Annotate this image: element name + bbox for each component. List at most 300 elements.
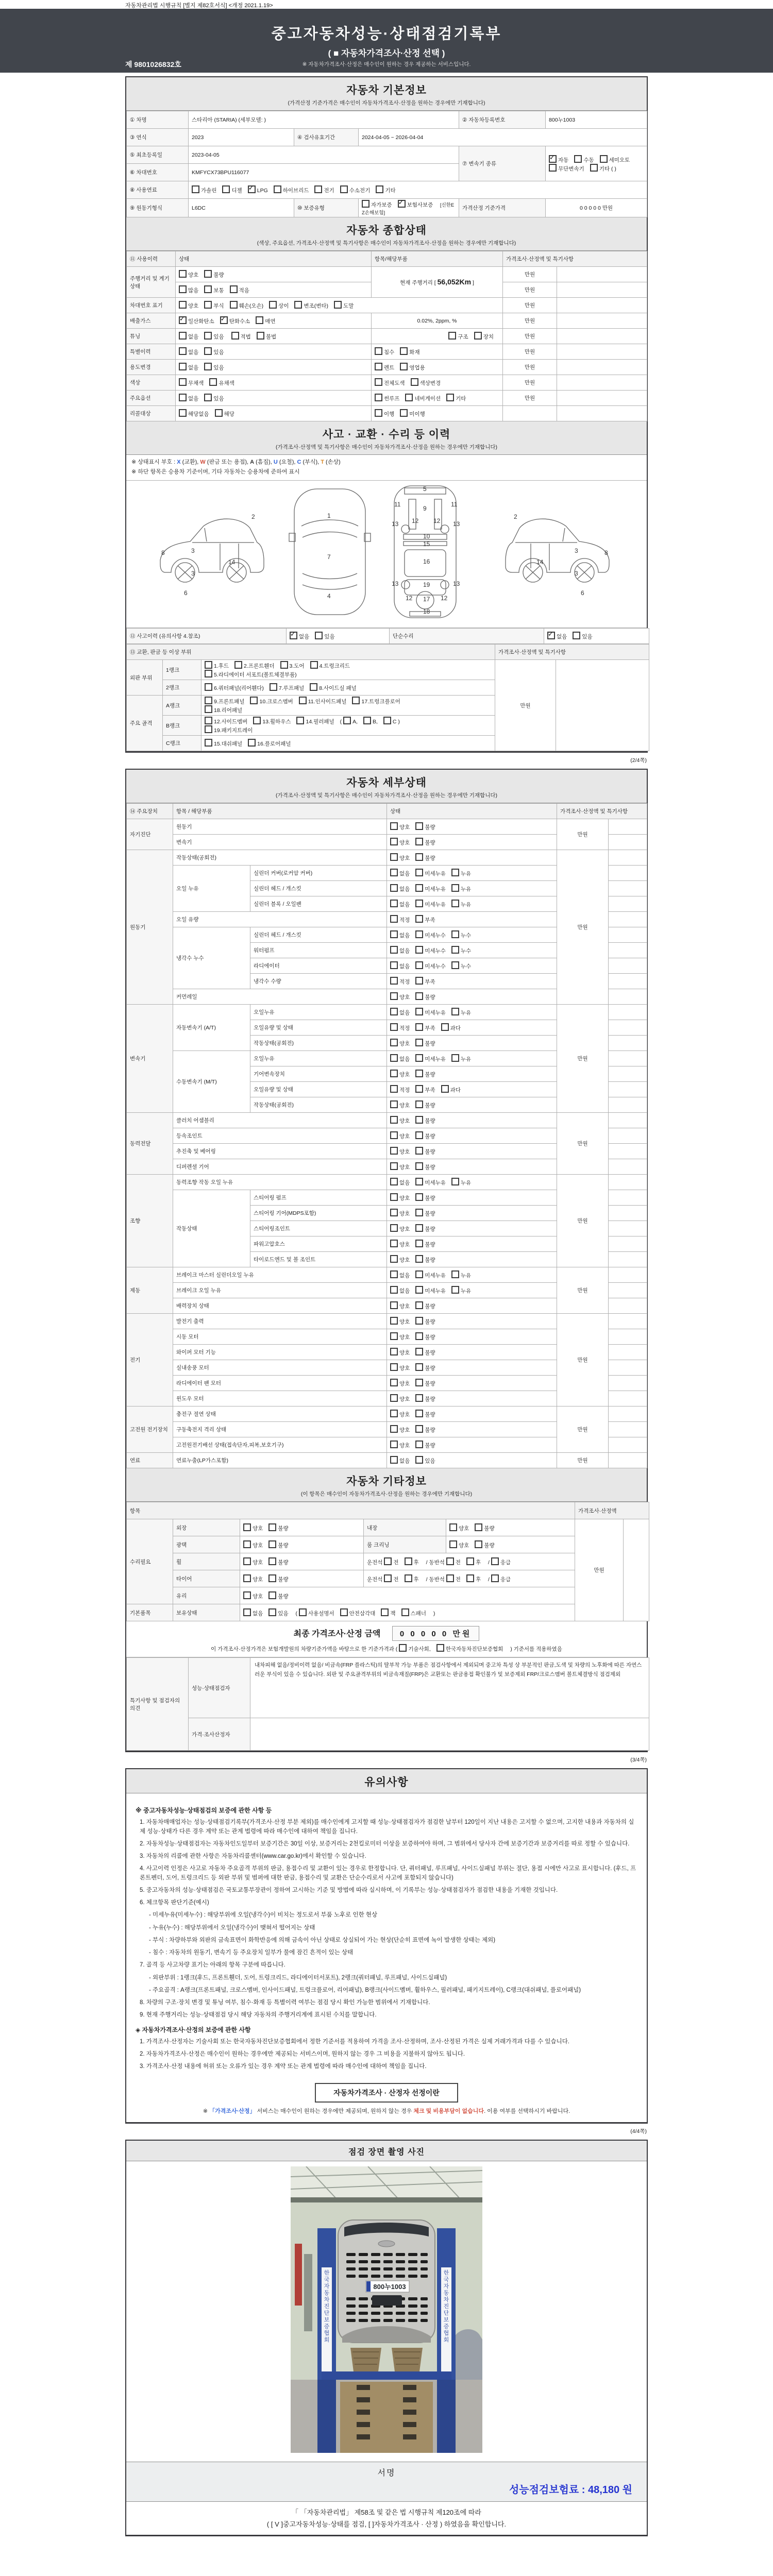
checkbox[interactable]	[390, 869, 398, 876]
checkbox[interactable]	[390, 1039, 398, 1046]
cell	[372, 329, 503, 344]
checkbox[interactable]	[415, 1363, 423, 1371]
text-run: W	[200, 459, 206, 465]
checkbox[interactable]	[390, 915, 398, 923]
option: 양호	[390, 1301, 410, 1310]
cell: 상태	[176, 251, 372, 267]
checkbox[interactable]	[268, 1523, 276, 1531]
checkbox[interactable]	[299, 1608, 307, 1616]
checkbox[interactable]	[390, 1224, 398, 1232]
cell: 원동기	[173, 819, 387, 835]
checkbox[interactable]	[390, 1193, 398, 1201]
option: C )	[383, 717, 400, 725]
option: 양호	[390, 1394, 410, 1403]
checkbox[interactable]	[415, 1379, 423, 1386]
checkbox[interactable]	[415, 1008, 423, 1015]
section-accident-history	[126, 421, 647, 455]
checkbox[interactable]	[390, 1332, 398, 1340]
checkbox[interactable]	[451, 1286, 459, 1294]
checkbox[interactable]	[362, 200, 369, 208]
cell: ⑪ 사용이력	[127, 251, 176, 267]
checkbox[interactable]	[363, 717, 371, 724]
checkbox[interactable]	[400, 409, 408, 417]
checkbox[interactable]	[390, 1348, 398, 1355]
checkbox[interactable]	[415, 1070, 423, 1077]
checkbox[interactable]	[243, 1540, 251, 1548]
checkbox[interactable]	[179, 301, 187, 309]
checkbox[interactable]	[451, 900, 459, 907]
checkbox[interactable]	[415, 1255, 423, 1263]
option: 가솔린	[192, 185, 216, 194]
page-marker-4: (4/4쪽)	[630, 2128, 647, 2135]
checkbox[interactable]	[415, 1116, 423, 1124]
text-run: ※	[203, 2108, 210, 2115]
checkbox-group-cell	[240, 1570, 364, 1587]
checkbox[interactable]	[390, 1270, 398, 1278]
checkbox[interactable]	[204, 270, 212, 278]
checkbox[interactable]	[415, 900, 423, 907]
checkbox[interactable]	[215, 409, 223, 417]
option: 누수	[451, 961, 471, 970]
checkbox[interactable]	[449, 1523, 457, 1531]
checkbox[interactable]	[415, 1332, 423, 1340]
checkbox[interactable]	[415, 946, 423, 954]
checkbox[interactable]	[390, 1147, 398, 1155]
checkbox[interactable]	[256, 316, 263, 324]
checkbox[interactable]	[390, 992, 398, 1000]
checkbox[interactable]	[390, 1286, 398, 1294]
checkbox[interactable]	[390, 884, 398, 892]
panel-number: 15	[423, 540, 430, 548]
checkbox-group-cell	[387, 819, 557, 835]
cell	[609, 1298, 647, 1314]
checkbox[interactable]	[250, 697, 258, 704]
checkbox[interactable]	[415, 1147, 423, 1155]
cell	[201, 696, 495, 716]
checkbox[interactable]	[436, 1644, 444, 1652]
checkbox[interactable]	[415, 853, 423, 861]
checkbox[interactable]	[390, 930, 398, 938]
option: 무채색	[179, 378, 204, 387]
checkbox[interactable]	[390, 1301, 398, 1309]
cell: 타이어	[173, 1570, 240, 1587]
option: 양호	[449, 1540, 469, 1549]
checkbox[interactable]	[390, 1070, 398, 1077]
checkbox[interactable]	[179, 332, 187, 340]
checkbox[interactable]	[179, 394, 187, 401]
checkbox[interactable]	[390, 1054, 398, 1062]
checkbox[interactable]	[415, 1085, 423, 1093]
checkbox[interactable]	[446, 1574, 454, 1582]
checkbox[interactable]	[415, 915, 423, 923]
checkbox[interactable]	[415, 1178, 423, 1185]
checkbox[interactable]	[451, 1178, 459, 1185]
panel-number: 18	[423, 608, 430, 616]
checkbox[interactable]	[415, 1317, 423, 1325]
cell: 용도변경	[127, 360, 176, 375]
checkbox[interactable]	[405, 1574, 412, 1582]
checkbox[interactable]	[449, 1540, 457, 1548]
checkbox[interactable]	[209, 378, 217, 386]
cell: 리콜대상	[127, 406, 176, 421]
checkbox[interactable]	[205, 725, 212, 733]
checkbox[interactable]	[390, 853, 398, 861]
checkbox[interactable]	[415, 822, 423, 830]
option: 있음	[204, 394, 224, 402]
checkbox[interactable]	[390, 1410, 398, 1417]
checkbox[interactable]	[384, 1557, 392, 1565]
checkbox[interactable]	[600, 155, 608, 163]
checkbox[interactable]	[340, 185, 348, 193]
checkbox[interactable]	[248, 739, 256, 747]
checkbox[interactable]	[475, 1523, 482, 1531]
checkbox[interactable]	[343, 717, 351, 724]
checkbox[interactable]	[253, 717, 261, 724]
checkbox[interactable]	[296, 717, 304, 724]
checkbox[interactable]	[230, 301, 238, 309]
checkbox[interactable]	[491, 1557, 499, 1565]
option: A,	[343, 717, 358, 725]
checkbox[interactable]	[451, 946, 459, 954]
option: 없음	[390, 1286, 410, 1295]
checkbox-checked[interactable]	[248, 185, 256, 193]
checkbox[interactable]	[230, 285, 238, 293]
text-run: (	[340, 719, 344, 725]
checkbox[interactable]	[411, 378, 418, 386]
option: 미세누수	[415, 930, 446, 939]
checkbox[interactable]	[270, 683, 277, 691]
cell-line	[205, 705, 492, 714]
checkbox[interactable]	[390, 1162, 398, 1170]
checkbox[interactable]	[401, 1608, 409, 1616]
checkbox[interactable]	[390, 977, 398, 985]
checkbox[interactable]	[205, 661, 212, 669]
cell: ④ 검사유효기간	[294, 129, 359, 146]
cell: 단순수리	[390, 629, 544, 644]
checkbox[interactable]	[375, 363, 382, 370]
text-run: ) 기준서를 적용하였음	[509, 1646, 562, 1653]
checkbox[interactable]	[204, 363, 212, 370]
option: 스패너	[401, 1608, 426, 1617]
checkbox[interactable]	[390, 1116, 398, 1124]
checkbox[interactable]	[234, 661, 242, 669]
car-diagram	[126, 481, 647, 628]
checkbox[interactable]	[491, 1574, 499, 1582]
notice-paragraph: 5. 중고자동차의 성능·상태점검은 국토교통부장관이 정하여 고시하는 기준 및 방법에 따라 실시하며, 이 기록부는 성능·상태점검자가 점검한 내용을 기재한 것입니다.	[140, 1887, 558, 1893]
cell	[557, 406, 647, 421]
checkbox[interactable]	[390, 1131, 398, 1139]
checkbox[interactable]	[274, 185, 281, 193]
checkbox[interactable]	[268, 1540, 276, 1548]
panel-number: 13	[453, 520, 460, 528]
option: 기타	[446, 394, 466, 402]
checkbox[interactable]	[415, 1023, 423, 1031]
checkbox[interactable]	[390, 1363, 398, 1371]
cell	[609, 1097, 647, 1113]
checkbox[interactable]	[375, 347, 382, 355]
checkbox[interactable]	[268, 1557, 276, 1565]
checkbox-group-cell	[387, 881, 557, 896]
checkbox[interactable]	[390, 1240, 398, 1247]
option: 불량	[415, 1410, 435, 1418]
checkbox[interactable]	[415, 1440, 423, 1448]
option: 양호	[390, 1131, 410, 1140]
checkbox[interactable]	[415, 1286, 423, 1294]
checkbox[interactable]	[340, 1608, 348, 1616]
checkbox[interactable]	[390, 822, 398, 830]
checkbox[interactable]	[405, 1557, 412, 1565]
checkbox[interactable]	[415, 1224, 423, 1232]
section-subtitle: (가격조사·산정액 및 특기사항은 매수인이 자동차가격조사·산정을 원하는 경우에만 기재합니다)	[276, 444, 497, 450]
checkbox[interactable]	[390, 1008, 398, 1015]
option: 양호	[390, 838, 410, 846]
checkbox[interactable]	[390, 1456, 398, 1464]
checkbox[interactable]	[390, 1317, 398, 1325]
checkbox-group-cell	[387, 1144, 557, 1159]
table-row	[127, 1113, 647, 1128]
checkbox[interactable]	[390, 1178, 398, 1185]
cell: 광택	[173, 1536, 240, 1553]
checkbox-group-cell	[372, 360, 503, 375]
option: 없음	[179, 332, 198, 341]
checkbox[interactable]	[400, 363, 408, 370]
checkbox-checked[interactable]	[290, 632, 297, 639]
checkbox[interactable]	[243, 1523, 251, 1531]
checkbox-checked[interactable]	[220, 316, 228, 324]
option: 불량	[415, 1147, 435, 1156]
checkbox[interactable]	[310, 683, 317, 691]
option: 양호	[390, 1116, 410, 1125]
option: 8.사이드실 패널	[310, 683, 357, 692]
checkbox[interactable]	[415, 1410, 423, 1417]
checkbox-checked[interactable]	[398, 200, 406, 208]
checkbox[interactable]	[451, 1054, 459, 1062]
checkbox[interactable]	[390, 1440, 398, 1448]
checkbox[interactable]	[390, 1085, 398, 1093]
cell: 실내송풍 모터	[173, 1360, 387, 1376]
checkbox[interactable]	[390, 946, 398, 954]
checkbox[interactable]	[399, 1644, 407, 1652]
checkbox[interactable]	[415, 1209, 423, 1216]
cell: ⑭ 주요장치	[127, 804, 173, 819]
checkbox[interactable]	[448, 332, 456, 340]
option: 양호	[390, 1410, 410, 1418]
checkbox[interactable]	[243, 1557, 251, 1565]
checkbox[interactable]	[549, 164, 557, 172]
checkbox[interactable]	[205, 705, 212, 713]
checkbox[interactable]	[474, 332, 482, 340]
checkbox[interactable]	[205, 739, 212, 747]
checkbox[interactable]	[231, 332, 239, 340]
checkbox[interactable]	[446, 1557, 454, 1565]
checkbox[interactable]	[375, 378, 382, 386]
checkbox[interactable]	[415, 1425, 423, 1433]
checkbox[interactable]	[451, 930, 459, 938]
checkbox[interactable]	[179, 270, 187, 278]
checkbox[interactable]	[415, 1100, 423, 1108]
checkbox[interactable]	[405, 394, 413, 401]
checkbox[interactable]	[384, 1574, 392, 1582]
checkbox[interactable]	[451, 961, 459, 969]
checkbox[interactable]	[415, 884, 423, 892]
checkbox[interactable]	[243, 1591, 251, 1599]
checkbox[interactable]	[415, 1270, 423, 1278]
cell: 배력장치 상태	[173, 1298, 387, 1314]
checkbox[interactable]	[390, 961, 398, 969]
checkbox[interactable]	[415, 977, 423, 985]
checkbox[interactable]	[390, 1255, 398, 1263]
checkbox[interactable]	[475, 1540, 482, 1548]
section-title: 점검 장면 촬영 사진	[348, 2148, 425, 2157]
price-survey-select-box[interactable]: 자동차가격조사 · 산정자 선정이란	[315, 2083, 458, 2103]
checkbox[interactable]	[205, 670, 212, 677]
checkbox[interactable]	[222, 185, 230, 193]
checkbox[interactable]	[415, 1131, 423, 1139]
cell: 주행거리 및 계기상태	[127, 267, 176, 298]
checkbox-group-cell	[176, 267, 372, 282]
checkbox[interactable]	[269, 301, 277, 309]
checkbox[interactable]	[415, 992, 423, 1000]
checkbox[interactable]	[390, 1425, 398, 1433]
checkbox-group-cell	[387, 989, 557, 1005]
checkbox[interactable]	[179, 347, 187, 355]
checkbox[interactable]	[352, 697, 360, 704]
checkbox[interactable]	[204, 394, 212, 401]
checkbox[interactable]	[451, 1008, 459, 1015]
checkbox[interactable]	[381, 1608, 389, 1616]
option: 11.인사이드패널	[299, 697, 347, 705]
section-photo	[126, 2141, 647, 2161]
checkbox[interactable]	[415, 1456, 423, 1464]
checkbox[interactable]	[415, 1394, 423, 1402]
checkbox[interactable]	[375, 394, 382, 401]
cell	[189, 181, 647, 199]
checkbox[interactable]	[243, 1574, 251, 1582]
cell: 실린더 블록 / 오일팬	[250, 896, 387, 912]
checkbox[interactable]	[204, 332, 212, 340]
checkbox[interactable]	[205, 697, 212, 704]
checkbox[interactable]	[204, 301, 212, 309]
checkbox[interactable]	[415, 1348, 423, 1355]
checkbox[interactable]	[179, 363, 187, 370]
checkbox-checked[interactable]	[547, 632, 555, 639]
cell	[609, 1036, 647, 1051]
option: 불량	[415, 1425, 435, 1434]
notice-paragraph: 9. 현재 주행거리는 성능·상태점검 당시 해당 자동차의 주행거리계에 표시된 수치를 말합니다.	[140, 2012, 377, 2019]
checkbox[interactable]	[334, 301, 342, 309]
checkbox[interactable]	[415, 869, 423, 876]
checkbox[interactable]	[573, 632, 580, 639]
checkbox[interactable]	[315, 632, 323, 639]
option: 전	[446, 1574, 461, 1583]
checkbox[interactable]	[390, 1100, 398, 1108]
option: 양호	[390, 853, 410, 862]
option: 미세누수	[415, 946, 446, 955]
legend-line-1	[131, 457, 642, 467]
checkbox[interactable]	[415, 1301, 423, 1309]
cell: 발전기 출력	[173, 1314, 387, 1329]
checkbox[interactable]	[280, 661, 288, 669]
checkbox[interactable]	[466, 1557, 474, 1565]
checkbox[interactable]	[390, 1209, 398, 1216]
checkbox[interactable]	[257, 332, 264, 340]
checkbox[interactable]	[390, 1379, 398, 1386]
checkbox[interactable]	[205, 683, 212, 691]
checkbox[interactable]	[204, 285, 212, 293]
checkbox[interactable]	[390, 1394, 398, 1402]
text-run: (	[294, 1610, 299, 1617]
table-row	[127, 850, 647, 866]
checkbox[interactable]	[390, 1023, 398, 1031]
cell	[609, 1128, 647, 1144]
checkbox[interactable]	[294, 301, 302, 309]
cell-line	[205, 725, 492, 734]
checkbox[interactable]	[451, 869, 459, 876]
checkbox[interactable]	[451, 1270, 459, 1278]
checkbox[interactable]	[310, 661, 318, 669]
cell	[240, 1604, 575, 1621]
checkbox[interactable]	[192, 185, 199, 193]
checkbox[interactable]	[441, 1023, 449, 1031]
checkbox[interactable]	[441, 1085, 449, 1093]
checkbox[interactable]	[415, 1193, 423, 1201]
checkbox[interactable]	[179, 378, 187, 386]
checkbox[interactable]	[268, 1608, 276, 1616]
checkbox[interactable]	[299, 697, 307, 704]
checkbox[interactable]	[415, 1240, 423, 1247]
checkbox[interactable]	[390, 838, 398, 845]
checkbox[interactable]	[574, 155, 582, 163]
cell	[609, 1175, 647, 1190]
cell: 기어변속장치	[250, 1066, 387, 1082]
notice-body	[126, 1793, 647, 2080]
checkbox[interactable]	[415, 930, 423, 938]
checkbox[interactable]	[390, 900, 398, 907]
checkbox[interactable]	[204, 347, 212, 355]
option: 없음	[390, 1270, 410, 1279]
checkbox[interactable]	[243, 1608, 251, 1616]
checkbox[interactable]	[205, 717, 212, 724]
form-content	[125, 76, 648, 2538]
checkbox[interactable]	[446, 394, 454, 401]
checkbox[interactable]	[376, 185, 383, 193]
checkbox[interactable]	[179, 285, 187, 293]
panel-number: 9	[423, 505, 427, 513]
option: 화재	[400, 347, 419, 356]
checkbox[interactable]	[590, 164, 598, 172]
checkbox[interactable]	[314, 185, 322, 193]
checkbox[interactable]	[400, 347, 408, 355]
checkbox[interactable]	[415, 1039, 423, 1046]
checkbox-checked[interactable]	[179, 316, 187, 324]
option: 있음	[315, 632, 334, 640]
checkbox[interactable]	[375, 409, 382, 417]
checkbox[interactable]	[268, 1574, 276, 1582]
checkbox[interactable]	[451, 884, 459, 892]
checkbox[interactable]	[466, 1574, 474, 1582]
checkbox[interactable]	[415, 1162, 423, 1170]
checkbox[interactable]	[415, 1054, 423, 1062]
table-row	[127, 819, 647, 835]
checkbox[interactable]	[415, 961, 423, 969]
table-row	[127, 1718, 649, 1751]
checkbox[interactable]	[383, 717, 391, 724]
checkbox[interactable]	[415, 838, 423, 845]
checkbox[interactable]	[179, 409, 187, 417]
cell: 원동기	[127, 850, 173, 1005]
checkbox-checked[interactable]	[549, 155, 557, 163]
checkbox[interactable]	[268, 1591, 276, 1599]
